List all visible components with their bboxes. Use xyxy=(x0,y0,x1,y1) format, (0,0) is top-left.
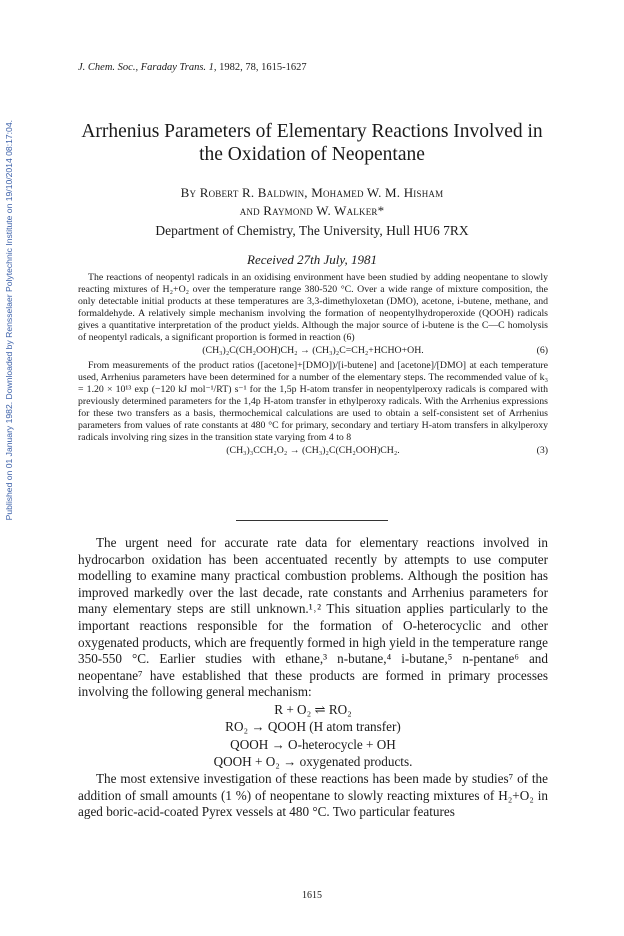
received-date: Received 27th July, 1981 xyxy=(247,252,377,267)
download-watermark xyxy=(0,40,18,600)
equation-3 xyxy=(78,445,548,459)
mechanism-step-2: RO₂ → QOOH (H atom transfer) xyxy=(225,719,401,735)
equation-6-number: (6) xyxy=(536,345,548,356)
authors-line-1: By Robert R. Baldwin, Mohamed W. M. Hisham xyxy=(180,185,444,200)
title-line-1: Arrhenius Parameters of Elementary Reactions Involved in xyxy=(81,121,543,142)
abstract-paragraph-1: The reactions of neopentyl radicals in an oxidising environment have been studied by adding neopentane to slowly reacting mixtures of H₂+O₂ over the temperature range 380-520 °C. Over a wide range of mixture composition, the only detectable initial products at these temperatures are 3,3-dimethyloxetan (DMO), acetone, i-butene, methane, and formaldehyde. A relatively simple mechanism involving the formation of neopentylhydroperoxide (QOOH) radicals gives a quantitative interpretation of the product yields. Although the major source of i-butene is the C—C homolysis of neopentyl radicals, a significant proportion is formed in reaction (6) xyxy=(78,272,548,343)
equation-6-expression: (CH₃)₂C(CH₂OOH)CH₂ → (CH₃)₂C=CH₂+HCHO+OH. xyxy=(202,345,424,356)
general-mechanism xyxy=(78,701,548,771)
main-text xyxy=(78,535,548,821)
author-list xyxy=(60,184,564,220)
section-divider xyxy=(236,520,388,521)
journal-name: J. Chem. Soc., Faraday Trans. 1, xyxy=(78,62,217,73)
page-number: 1615 xyxy=(302,890,322,901)
journal-citation xyxy=(78,62,307,73)
abstract-paragraph-2: From measurements of the product ratios ([acetone]+[DMO])/[i-butene] and [acetone]/[DMO] at each temperature used, Arrhenius parameters have been determined for a number of the elementary steps. The recommended value of k₃ = 1.20 × 10¹³ exp (−120 kJ mol⁻¹/RT) s⁻¹ for the 1,5p H-atom transfer in neopentylperoxy radicals is compared with previously determined parameters for the 1,4p H-atom transfer in ethylperoxy radicals. With the Arrhenius expressions for these two transfers as a basis, thermochemical calculations are used to obtain a self-consistent set of Arrhenius parameters from values of rate constants at 480 °C for primary, secondary and tertiary H-atom transfers in alkylperoxy radicals involving ring sizes in the transition state varying from 4 to 8 xyxy=(78,360,548,443)
article-title xyxy=(60,120,564,166)
body-paragraph-2: The most extensive investigation of these reactions has been made by studies⁷ of the addition of small amounts (1 %) of neopentane to slowly reacting mixtures of H₂+O₂ in aged boric-acid-coated Pyrex vessels at 480 °C. Two particular features xyxy=(78,770,548,820)
mechanism-step-1: R + O₂ ⇌ RO₂ xyxy=(274,701,352,717)
mechanism-step-4: QOOH + O₂ → oxygenated products. xyxy=(213,754,413,770)
body-paragraph-1: The urgent need for accurate rate data for elementary reactions involved in hydrocarbon oxidation has been accentuated recently by attempts to use computer modelling to examine many practical combustion problems. Although the position has improved markedly over the last decade, rate constants and Arrhenius parameters for many elementary steps are still unknown.¹˒² This situation applies particularly to the important reactions responsible for the formation of O-heterocyclic and other oxygenated products, which are frequently formed in high yield in the temperature range 350-550 °C. Earlier studies with ethane,³ n-butane,⁴ i-butane,⁵ n-pentane⁶ and neopentane⁷ have established that these products are formed in primary processes involving the following general mechanism: xyxy=(78,535,548,700)
download-watermark-text: Published on 01 January 1982. Downloaded by Rensselaer Polytechnic Institute on 19/10/2014 08:17:04. xyxy=(4,119,14,521)
equation-3-expression: (CH₃)₃CCH₂O₂ → (CH₃)₂C(CH₂OOH)CH₂. xyxy=(226,445,400,456)
equation-6 xyxy=(78,345,548,359)
mechanism-step-3: QOOH → O-heterocycle + OH xyxy=(230,736,396,752)
abstract xyxy=(78,272,548,460)
journal-volume-pages: 1982, 78, 1615-1627 xyxy=(219,62,307,73)
title-line-2: the Oxidation of Neopentane xyxy=(199,144,425,165)
equation-3-number: (3) xyxy=(536,445,548,456)
authors-line-2: and Raymond W. Walker* xyxy=(239,203,385,218)
affiliation: Department of Chemistry, The University, Hull HU6 7RX xyxy=(155,223,469,238)
